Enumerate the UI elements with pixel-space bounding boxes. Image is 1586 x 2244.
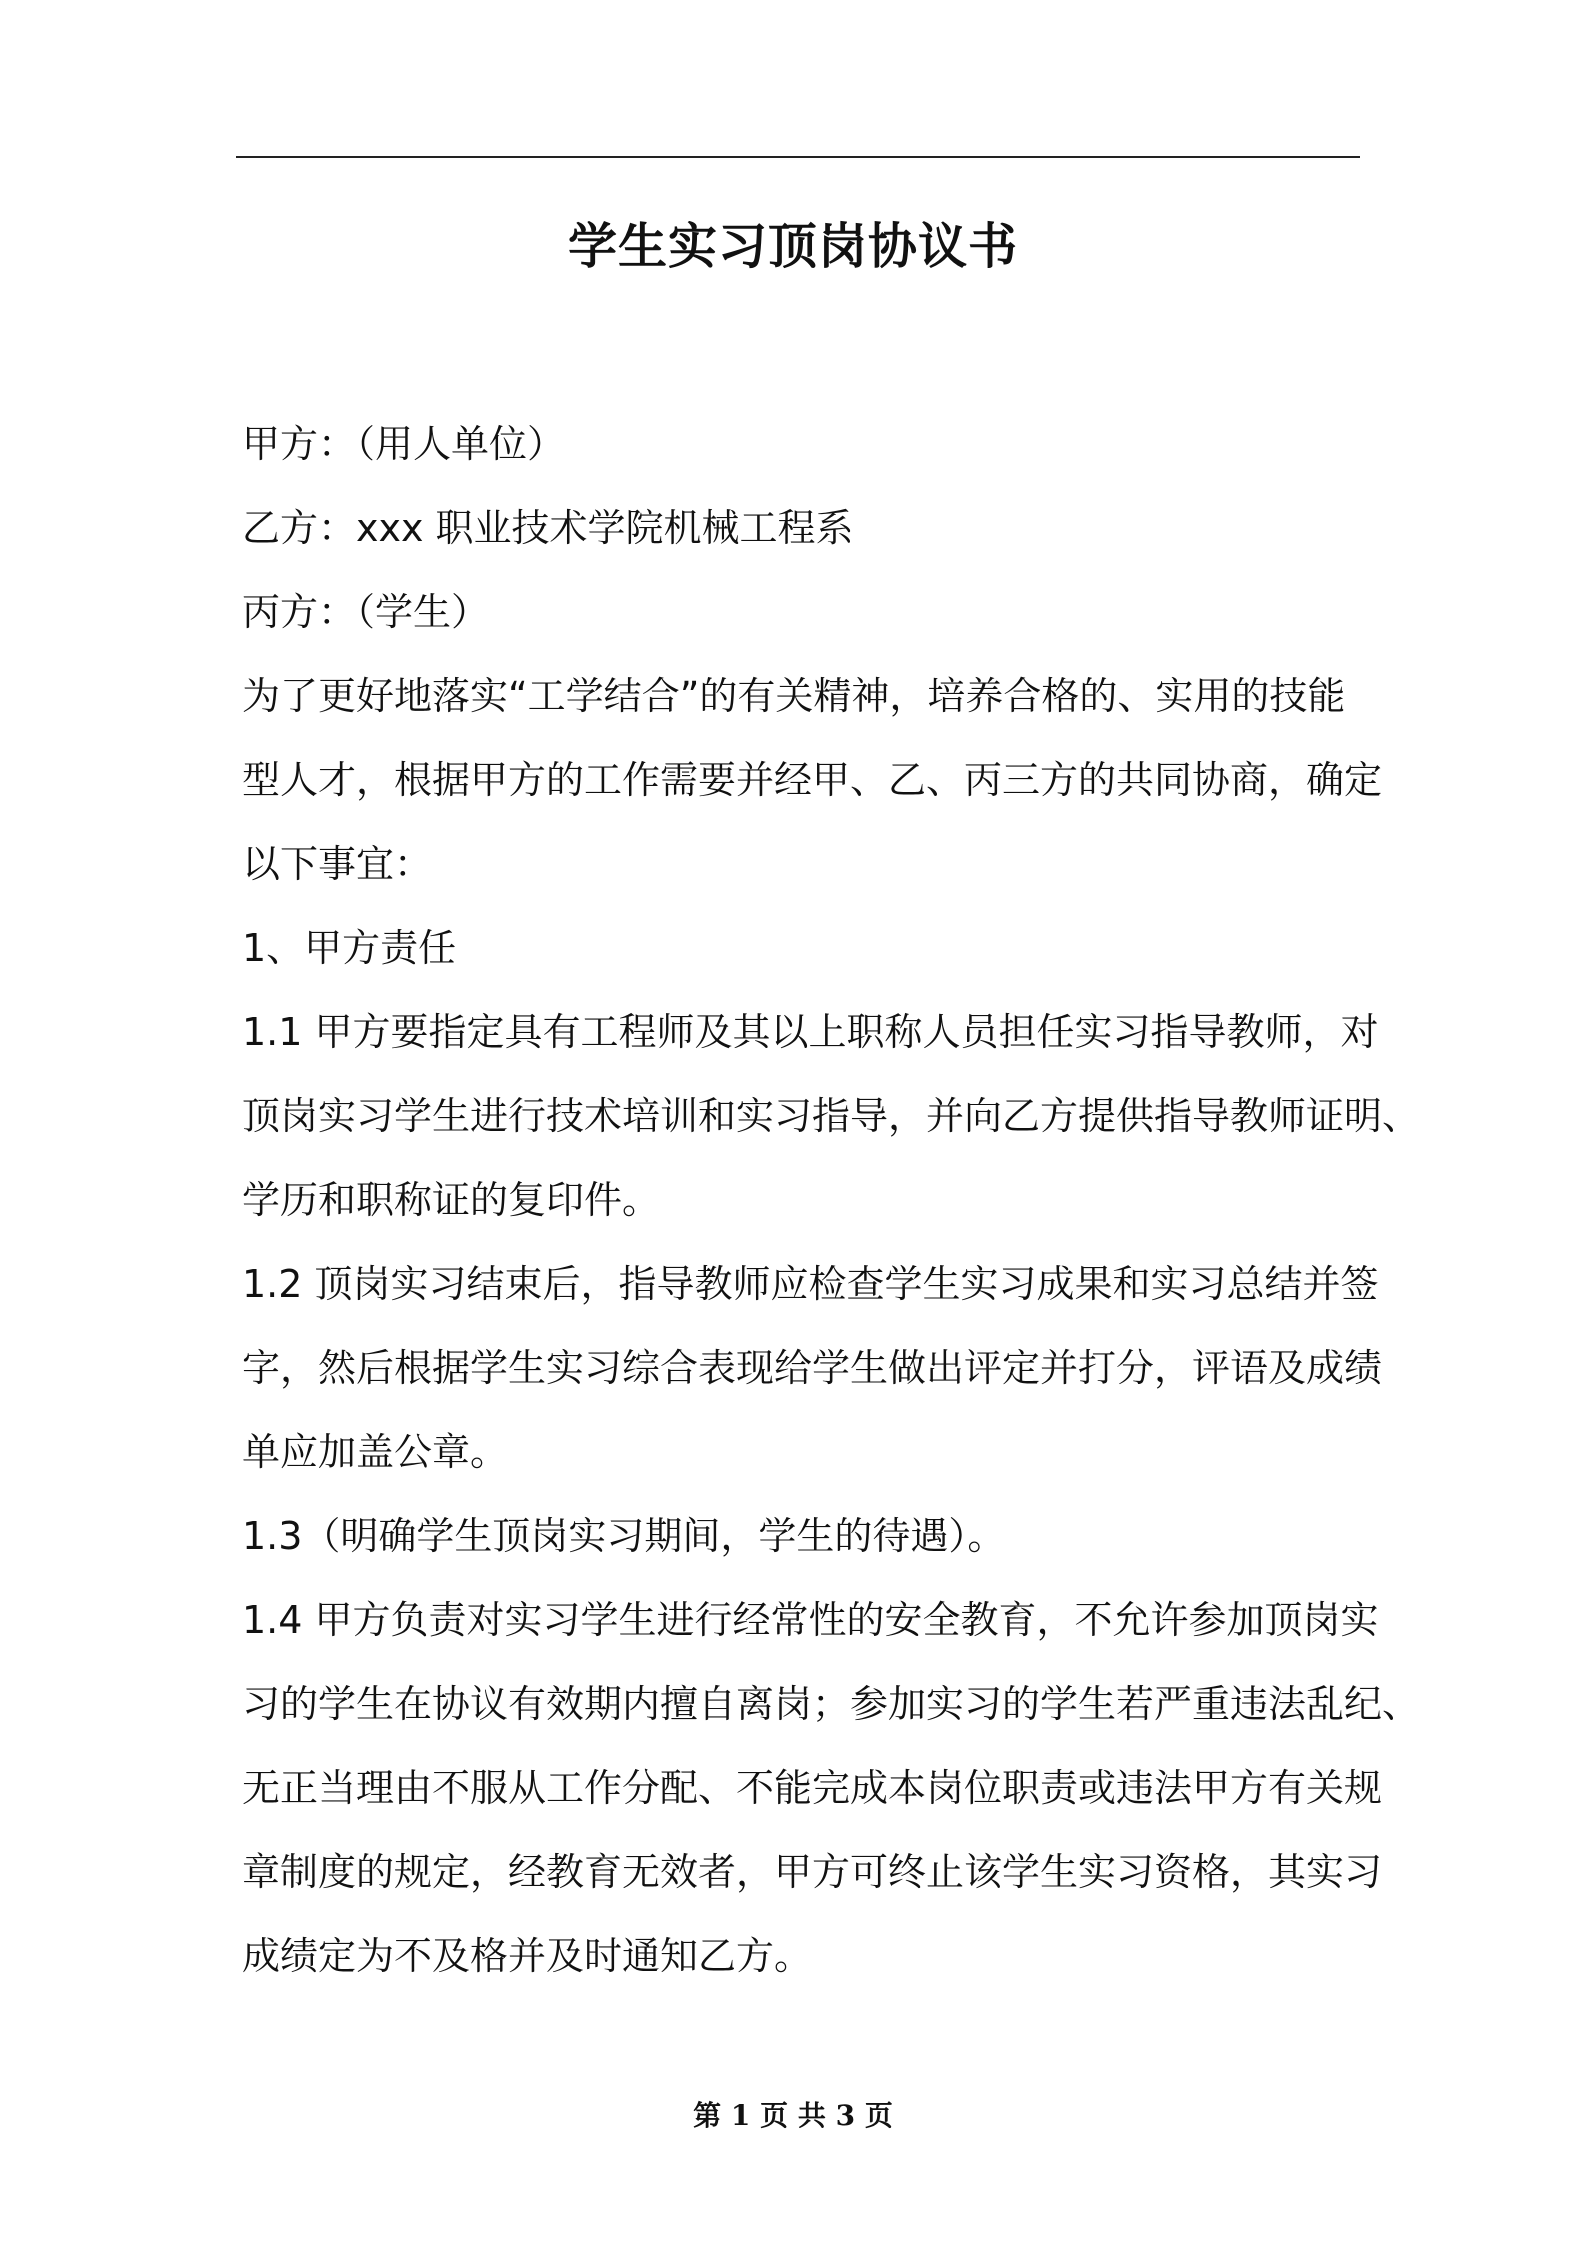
paragraph-line: 1.3（明确学生顶岗实习期间，学生的待遇）。 [242, 1514, 1006, 1558]
document-title: 学生实习顶岗协议书 [567, 218, 1018, 275]
paragraph-line: 为了更好地落实“工学结合”的有关精神，培养合格的、实用的技能 [242, 674, 1346, 718]
paragraph-line: 顶岗实习学生进行技术培训和实习指导，并向乙方提供指导教师证明、 [242, 1094, 1421, 1138]
paragraph-line: 1.1 甲方要指定具有工程师及其以上职称人员担任实习指导教师，对 [242, 1010, 1379, 1054]
section-heading: 1、甲方责任 [242, 926, 457, 970]
paragraph-line: 单应加盖公章。 [242, 1430, 509, 1474]
paragraph-line: 丙方：（学生） [242, 590, 490, 634]
paragraph-line: 无正当理由不服从工作分配、不能完成本岗位职责或违法甲方有关规 [242, 1766, 1383, 1810]
paragraph-line: 乙方：xxx 职业技术学院机械工程系 [242, 506, 854, 550]
paragraph-line: 型人才，根据甲方的工作需要并经甲、乙、丙三方的共同协商，确定 [242, 758, 1383, 802]
paragraph-line: 甲方：（用人单位） [242, 422, 566, 466]
paragraph-line: 成绩定为不及格并及时通知乙方。 [242, 1934, 813, 1978]
document-body [242, 402, 1421, 1998]
page-footer: 第 1 页 共 3 页 [693, 2099, 893, 2132]
paragraph-line: 习的学生在协议有效期内擅自离岗；参加实习的学生若严重违法乱纪、 [242, 1682, 1421, 1726]
header-rule [236, 156, 1360, 158]
paragraph-line: 以下事宜： [242, 842, 433, 886]
paragraph-line: 章制度的规定，经教育无效者，甲方可终止该学生实习资格，其实习 [242, 1850, 1383, 1894]
paragraph-line: 1.4 甲方负责对实习学生进行经常性的安全教育，不允许参加顶岗实 [242, 1598, 1379, 1642]
paragraph-line: 1.2 顶岗实习结束后，指导教师应检查学生实习成果和实习总结并签 [242, 1262, 1379, 1306]
paragraph-line: 字，然后根据学生实习综合表现给学生做出评定并打分，评语及成绩 [242, 1346, 1383, 1390]
paragraph-line: 学历和职称证的复印件。 [242, 1178, 661, 1222]
